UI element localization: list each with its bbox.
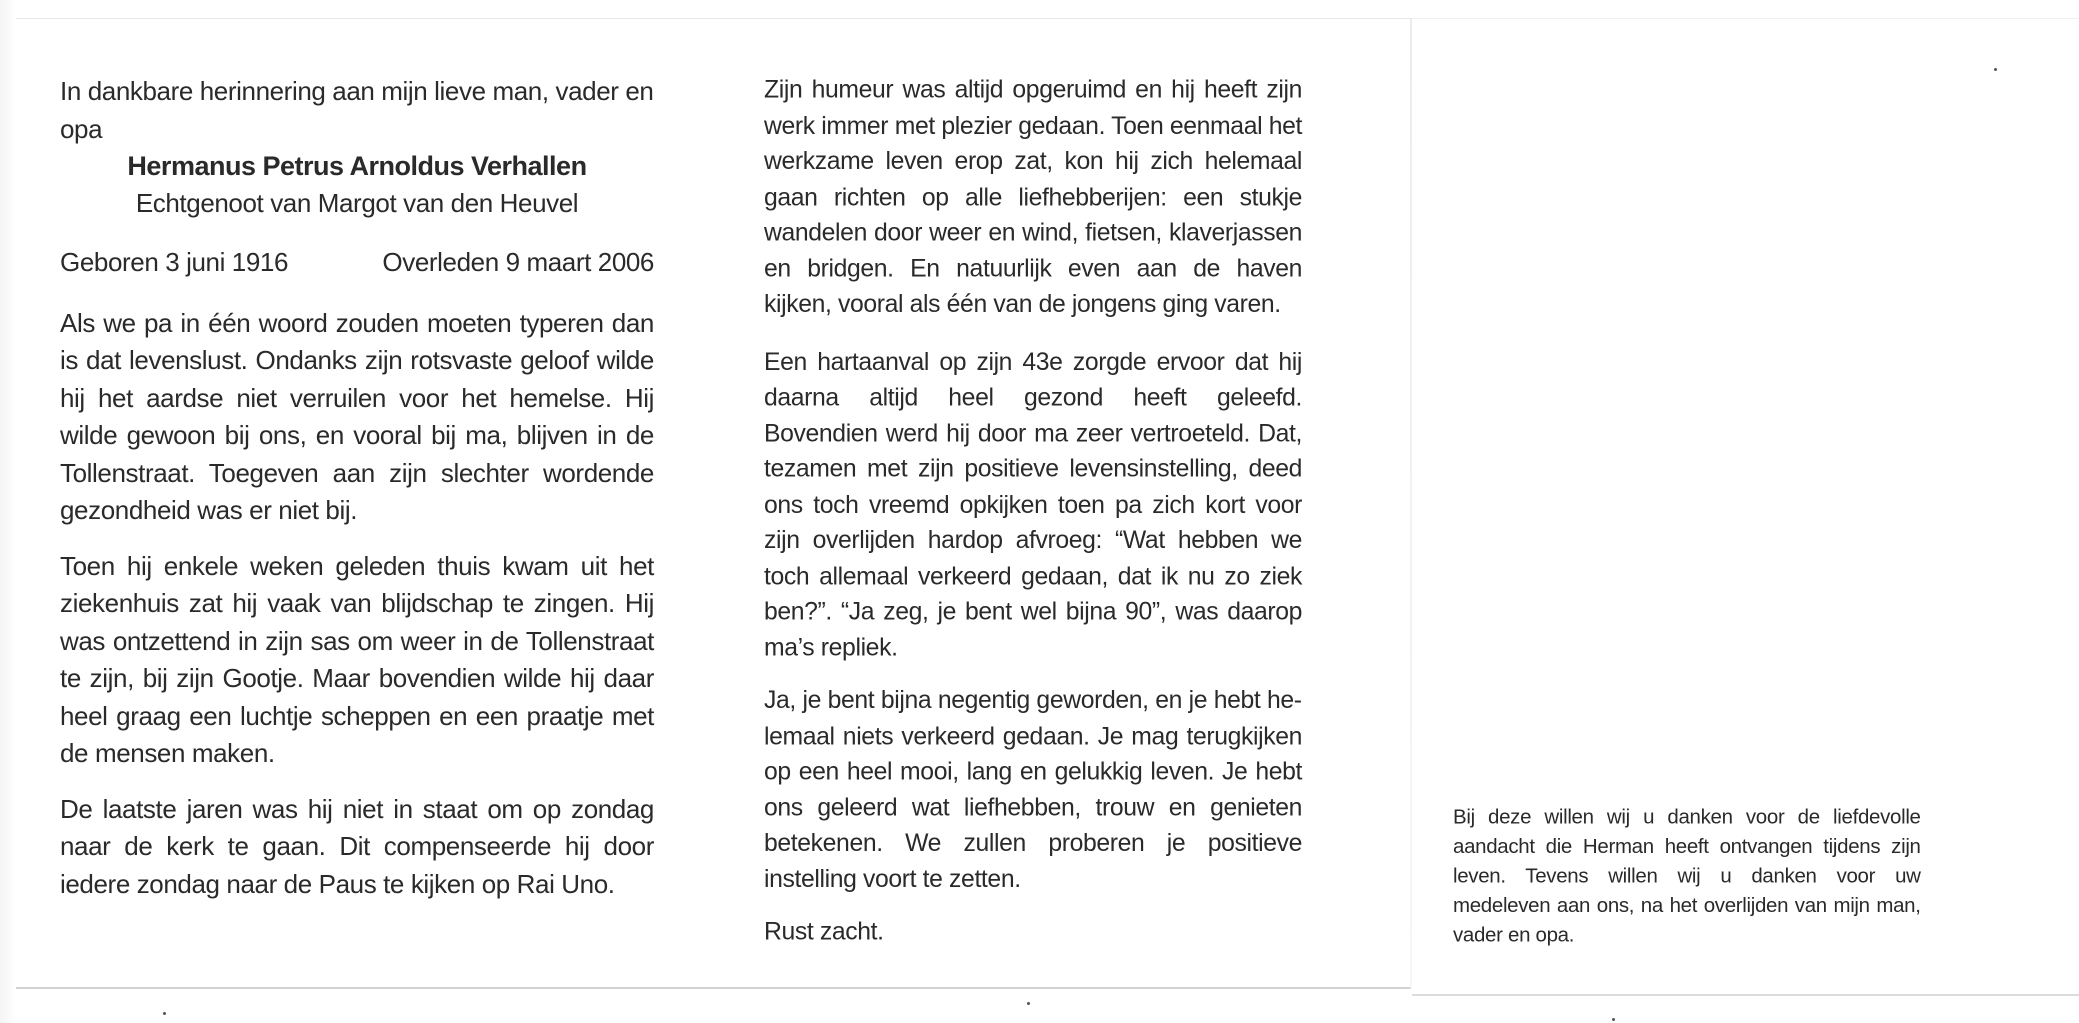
- death-date: Overleden 9 maart 2006: [382, 247, 654, 277]
- deceased-name: Hermanus Petrus Arnoldus Verhallen: [127, 151, 587, 181]
- paragraph-kerk: De laatste jaren was hij niet in staat om op zondag naar de kerk te gaan. Dit compenseerde hij door iedere zondag naar de Paus te kijken op Rai Uno.: [60, 793, 654, 899]
- middle-column: [764, 72, 1302, 950]
- paragraph-negentig: Ja, je bent bijna negentig geworden, en je hebt helemaal niets verkeerd gedaan. Je mag terugkijken op een heel mooi, lang en gelukkig leven. Je hebt ons geleerd wat liefhebben, trouw en genieten betekenen. We zullen proberen je positieve instelling voort te zetten.: [764, 685, 1303, 893]
- birth-date: Geboren 3 juni 1916: [60, 247, 289, 277]
- paper-speck: [163, 1012, 166, 1015]
- closing-rust-zacht: Rust zacht.: [764, 916, 884, 946]
- paragraph-ziekenhuis: Toen hij enkele weken geleden thuis kwam uit het ziekenhuis zat hij vaak van blijdschap te zingen. Hij was ontzettend in zijn sas om weer in de Tollenstraat te zijn, bij zijn Gootje. Maar bovendien wilde hij daar heel graag een luchtje scheppen en een praatje met de mensen maken.: [60, 550, 654, 768]
- thank-you-text: Bij deze willen wij u danken voor de liefdevolle aandacht die Herman heeft ontvangen tijdens zijn leven. Tevens willen wij u danken voor uw medeleven aan ons, na het overlijden van mijn man, vader en opa.: [1453, 804, 1921, 947]
- page-edge-shadow: [0, 0, 16, 1023]
- paper-speck: [1027, 1002, 1030, 1005]
- right-column: [1453, 802, 1921, 950]
- paper-speck: [1994, 68, 1997, 71]
- paragraph-levenslust: Als we pa in één woord zouden moeten typeren dan is dat levenslust. Ondanks zijn rotsvaste geloof wilde hij het aardse niet verruilen voor het hemelse. Hij wilde gewoon bij ons, en vooral bij ma, blijven in de Tollenstraat. Toegeven aan zijn slechter wordende gezondheid was er niet bij.: [60, 307, 654, 525]
- paper-speck: [1612, 1018, 1615, 1021]
- dates-row: [60, 244, 654, 282]
- paragraph-humeur: Zijn humeur was altijd opgeruimd en hij heeft zijn werk immer met plezier gedaan. Toen eenmaal het werkzame leven erop zat, kon hij zich helemaal gaan richten op alle liefhebberijen: een stukje wandelen door weer en wind, fietsen, klaverjassen en bridgen. En natuurlijk even aan de haven kijken, vooral als één van de jongens ging varen.: [764, 74, 1303, 318]
- left-column: [60, 73, 654, 903]
- spouse-line: Echtgenoot van Margot van den Heuvel: [135, 188, 579, 218]
- paragraph-hartaanval: Een hartaanval op zijn 43e zorgde ervoor dat hij daarna altijd heel gezond heeft geleefd. Bovendien werd hij door ma zeer vertroeteld. Dat, tezamen met zijn positieve levensinstelling, deed ons toch vreemd opkijken toen pa zich kort voor zijn overlijden hardop afvroeg: “Wat hebben we toch allemaal verkeerd gedaan, dat ik nu zo ziek ben?”. “Ja zeg, je bent wel bijna 90”, was daarop ma’s repliek.: [764, 346, 1303, 661]
- dedication-text: In dankbare herinnering aan mijn lieve man, vader en opa: [60, 76, 654, 144]
